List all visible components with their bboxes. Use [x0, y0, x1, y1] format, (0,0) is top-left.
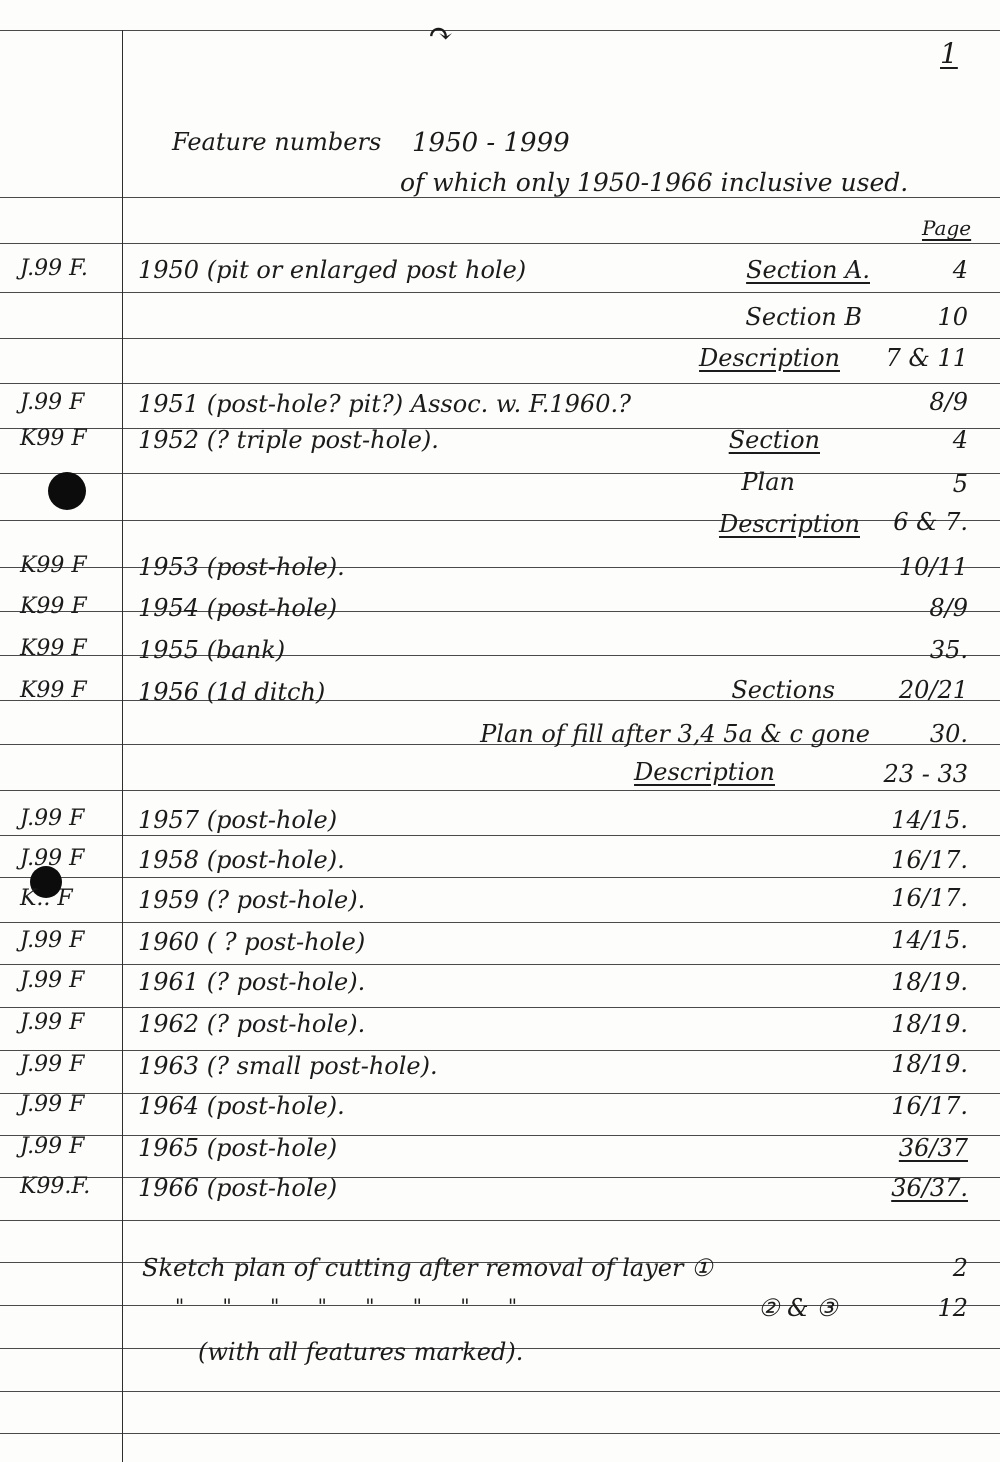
page-ref: 36/37. [891, 1174, 968, 1202]
feature-entry: 1950 (pit or enlarged post hole) [138, 256, 527, 284]
sketch-plan-page: 2 [952, 1254, 968, 1282]
page-ref: 14/15. [891, 926, 968, 954]
grid-ref: J.99 F. [20, 256, 88, 281]
page-ref: 10 [937, 303, 968, 331]
page-ref: 36/37 [898, 1134, 968, 1162]
page-column-heading: Page [922, 216, 972, 240]
grid-ref: J.99 F [20, 1092, 85, 1117]
page-ref: 35. [929, 636, 968, 664]
grid-ref: K99 F [20, 678, 87, 703]
feature-entry: 1953 (post-hole). [138, 553, 345, 581]
features-marked-note: (with all features marked). [198, 1338, 524, 1366]
page-ref: 8/9 [929, 388, 968, 416]
page-ref: 16/17. [891, 1092, 968, 1120]
punch-hole [48, 472, 86, 510]
feature-entry: 1952 (? triple post-hole). [138, 426, 439, 454]
row-label: Plan of fill after 3,4 5a & c gone [480, 720, 870, 748]
grid-ref: K99 F [20, 636, 87, 661]
page-ref: 23 - 33 [883, 760, 968, 788]
page-ref: 18/19. [891, 968, 968, 996]
page-ref: 16/17. [891, 884, 968, 912]
page-ref: 6 & 7. [893, 508, 968, 536]
page-ref: 30. [929, 720, 968, 748]
row-label: Plan [741, 468, 795, 496]
row-label: Description [699, 344, 840, 372]
feature-entry: 1957 (post-hole) [138, 806, 338, 834]
row-label: Description [634, 758, 775, 786]
feature-entry: 1956 (1d ditch) [138, 678, 326, 706]
row-label: Description [719, 510, 860, 538]
row-label: Section B [745, 303, 862, 331]
feature-entry: 1959 (? post-hole). [138, 886, 366, 914]
row-label: Sections [731, 676, 835, 704]
page-ref: 5 [952, 470, 968, 498]
grid-ref: J.99 F [20, 1010, 85, 1035]
grid-ref: K.. F [20, 886, 73, 911]
margin-line [122, 30, 123, 1462]
feature-entry: 1963 (? small post-hole). [138, 1052, 438, 1080]
grid-ref: K99.F. [20, 1174, 91, 1199]
ditto-marks: " " " " " " " " [175, 1294, 534, 1318]
grid-ref: J.99 F [20, 1134, 85, 1159]
feature-entry: 1965 (post-hole) [138, 1134, 338, 1162]
page-ref: 18/19. [891, 1010, 968, 1038]
sketch-plan-note: Sketch plan of cutting after removal of layer ① [142, 1254, 713, 1282]
feature-entry: 1960 ( ? post-hole) [138, 928, 366, 956]
page-ref: 8/9 [929, 594, 968, 622]
page-ref: 18/19. [891, 1050, 968, 1078]
page-ref: 14/15. [891, 806, 968, 834]
feature-entry: 1966 (post-hole) [138, 1174, 338, 1202]
page-number: 1 [940, 37, 958, 70]
grid-ref: J.99 F [20, 390, 85, 415]
page-ref: 4 [952, 256, 968, 284]
header-title: Feature numbers [172, 128, 382, 156]
grid-ref: J.99 F [20, 1052, 85, 1077]
grid-ref: K99 F [20, 594, 87, 619]
layers-note: ② & ③ [758, 1294, 838, 1322]
header-range: 1950 - 1999 [412, 128, 570, 158]
row-label: Section A. [746, 256, 870, 284]
top-mark: ↷ [428, 17, 454, 52]
grid-ref: J.99 F [20, 806, 85, 831]
page-ref: 4 [952, 426, 968, 454]
row-label: Section [728, 426, 820, 454]
feature-entry: 1961 (? post-hole). [138, 968, 366, 996]
grid-ref: J.99 F [20, 846, 85, 871]
grid-ref: K99 F [20, 553, 87, 578]
feature-entry: 1951 (post-hole? pit?) Assoc. w. F.1960.? [138, 390, 631, 418]
feature-entry: 1964 (post-hole). [138, 1092, 345, 1120]
page-ref: 16/17. [891, 846, 968, 874]
header-note: of which only 1950-1966 inclusive used. [400, 168, 909, 197]
feature-entry: 1962 (? post-hole). [138, 1010, 366, 1038]
feature-entry: 1954 (post-hole) [138, 594, 338, 622]
grid-ref: J.99 F [20, 928, 85, 953]
page-ref: 7 & 11 [885, 344, 968, 372]
page-ref: 20/21 [898, 676, 968, 704]
grid-ref: K99 F [20, 426, 87, 451]
layers-page: 12 [937, 1294, 968, 1322]
feature-entry: 1955 (bank) [138, 636, 286, 664]
page-ref: 10/11 [898, 553, 968, 581]
feature-entry: 1958 (post-hole). [138, 846, 345, 874]
grid-ref: J.99 F [20, 968, 85, 993]
